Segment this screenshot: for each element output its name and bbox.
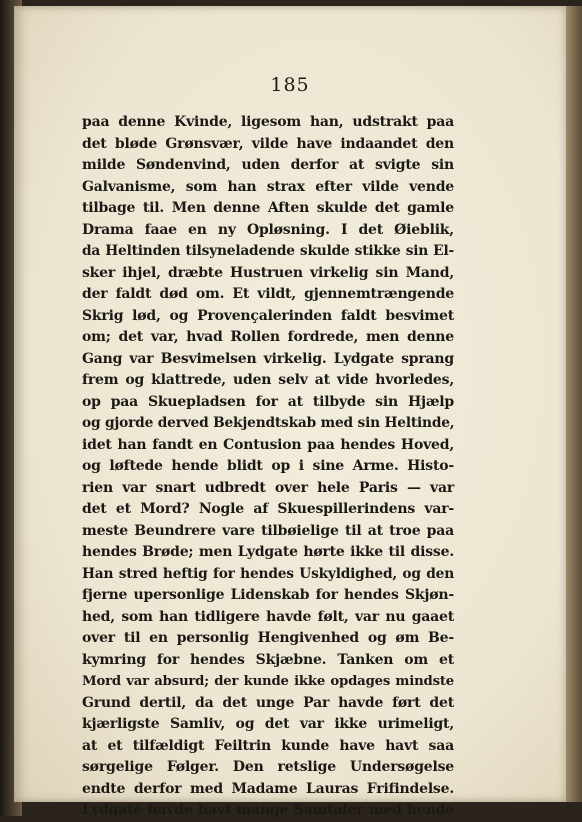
text-line: Mord var absurd; der kunde ikke opdages mindste bbox=[82, 674, 454, 689]
text-line: frem og klattrede, uden selv at vide hvorledes, bbox=[82, 372, 454, 388]
text-line: paa denne Kvinde, ligesom han, udstrakt paa bbox=[82, 114, 454, 130]
text-line: der faldt død om. Et vildt, gjennemtrængende bbox=[82, 286, 454, 302]
text-line: sker ihjel, dræbte Hustruen virkelig sin Mand, bbox=[82, 264, 454, 281]
text-line: fjerne upersonlige Lidenskab for hendes Skjøn- bbox=[82, 587, 454, 603]
text-line: Lydgate havde havt mange Samtaler med hende bbox=[82, 802, 454, 818]
text-line: endte derfor med Madame Lauras Frifindelse. bbox=[82, 780, 454, 797]
page-edge bbox=[566, 6, 582, 802]
text-line: det et Mord? Nogle af Skuespillerindens var- bbox=[82, 501, 454, 517]
text-line: Galvanisme, som han strax efter vilde vende bbox=[82, 178, 454, 195]
book-page bbox=[14, 6, 566, 818]
text-line: at et tilfældigt Feiltrin kunde have havt saa bbox=[82, 737, 454, 754]
body-text bbox=[82, 112, 454, 822]
text-line: Skrig lød, og Provençalerinden faldt besvimet bbox=[82, 307, 454, 324]
text-line: om; det var, hvad Rollen fordrede, men denne bbox=[82, 329, 454, 345]
text-line: idet han fandt en Contusion paa hendes Hoved, bbox=[82, 436, 454, 453]
text-line: over til en personlig Hengivenhed og øm Be- bbox=[82, 630, 454, 646]
text-line: Drama faae en ny Opløsning. I det Øieblik, bbox=[82, 221, 454, 238]
text-line: hendes Brøde; men Lydgate hørte ikke til disse. bbox=[82, 544, 454, 560]
text-line: op paa Skuepladsen for at tilbyde sin Hjælp bbox=[82, 393, 454, 410]
text-line: og gjorde derved Bekjendtskab med sin Heltinde, bbox=[82, 415, 455, 431]
text-line: kjærligste Samliv, og det var ikke urimeligt, bbox=[82, 716, 454, 732]
text-line: meste Beundrere vare tilbøielige til at troe paa bbox=[82, 522, 454, 539]
text-line: tilbage til. Men denne Aften skulde det gamle bbox=[82, 200, 454, 216]
text-line: rien var snart udbredt over hele Paris — var bbox=[82, 479, 454, 496]
text-line: Gang var Besvimelsen virkelig. Lydgate sprang bbox=[82, 350, 454, 367]
text-line: da Heltinden tilsyneladende skulde stikke sin El- bbox=[82, 243, 454, 259]
text-line: kymring for hendes Skjæbne. Tanken om et bbox=[82, 651, 454, 668]
text-line: og løftede hende blidt op i sine Arme. Histo- bbox=[82, 458, 454, 474]
text-line: Han stred heftig for hendes Uskyldighed, og den bbox=[82, 565, 454, 582]
text-line: det bløde Grønsvær, vilde have indaandet den bbox=[82, 135, 454, 152]
text-line: Grund dertil, da det unge Par havde ført det bbox=[82, 694, 454, 711]
text-line: sørgelige Følger. Den retslige Undersøgelse bbox=[82, 759, 454, 775]
text-line: hed, som han tidligere havde følt, var nu gaaet bbox=[82, 608, 454, 625]
page-number: 185 bbox=[270, 74, 310, 96]
text-line: milde Søndenvind, uden derfor at svigte sin bbox=[82, 157, 454, 173]
